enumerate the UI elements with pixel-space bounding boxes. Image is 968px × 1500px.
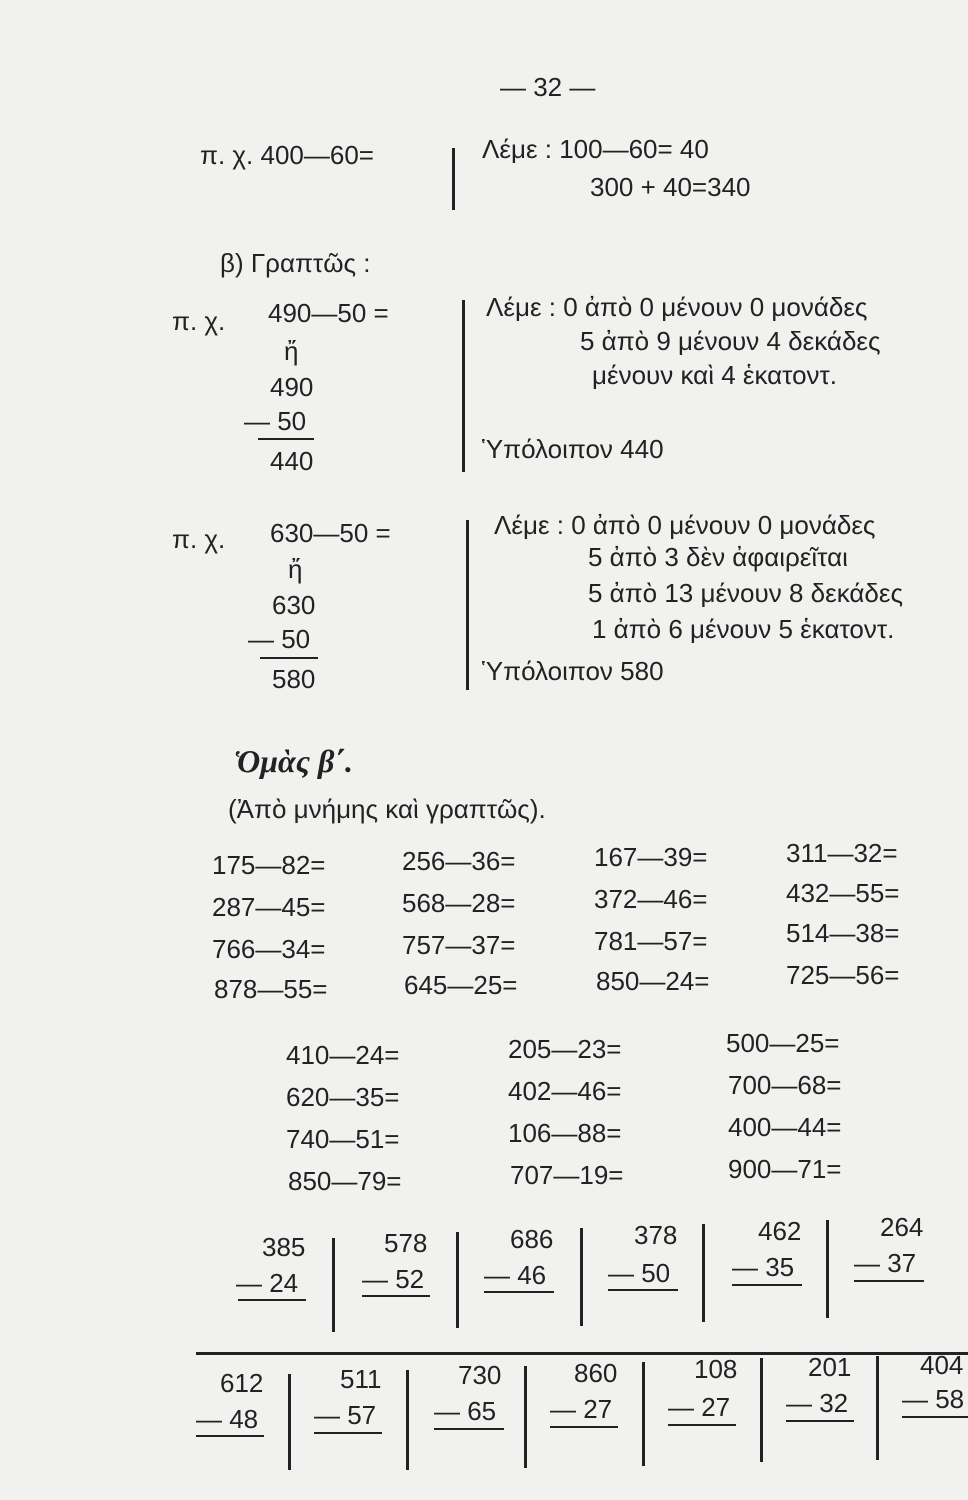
column-minuend: 686	[510, 1224, 554, 1254]
column-rule	[786, 1420, 854, 1422]
column-rule	[484, 1291, 554, 1293]
example1-line2: 300 + 40=340	[590, 172, 751, 202]
column-minuend: 462	[758, 1216, 802, 1246]
exercise: 410—24=	[286, 1040, 400, 1070]
column-divider	[456, 1232, 459, 1328]
column-subtrahend: — 48	[196, 1404, 259, 1434]
column-minuend: 264	[880, 1212, 924, 1242]
exercise: 878—55=	[214, 974, 328, 1004]
example1-divider	[452, 148, 455, 210]
column-subtrahend: — 58	[902, 1384, 965, 1414]
example2-or: ἤ	[284, 336, 299, 366]
exercise: 432—55=	[786, 878, 900, 908]
exercise: 256—36=	[402, 846, 516, 876]
example3-subtrahend: — 50	[248, 624, 311, 654]
exercise: 400—44=	[728, 1112, 842, 1142]
example2-prefix: π. χ.	[172, 306, 226, 336]
column-subtrahend: — 46	[484, 1260, 547, 1290]
exercise: 372—46=	[594, 884, 708, 914]
example2-line3: μένουν καὶ 4 ἑκατοντ.	[592, 360, 838, 390]
example3-divider	[466, 520, 469, 690]
separator-rule	[196, 1352, 968, 1355]
column-subtrahend: — 32	[786, 1388, 849, 1418]
exercise: 900—71=	[728, 1154, 842, 1184]
column-divider	[288, 1374, 291, 1470]
example2-subtrahend: — 50	[244, 406, 307, 436]
example2-line2: 5 ἀπὸ 9 μένουν 4 δεκάδες	[580, 326, 881, 356]
exercise: 620—35=	[286, 1082, 400, 1112]
column-minuend: 108	[694, 1354, 738, 1384]
exercise: 402—46=	[508, 1076, 622, 1106]
column-minuend: 511	[340, 1364, 382, 1394]
column-minuend: 860	[574, 1358, 618, 1388]
column-subtrahend: — 57	[314, 1400, 377, 1430]
column-rule	[550, 1426, 618, 1428]
column-divider	[580, 1228, 583, 1326]
column-rule	[434, 1428, 504, 1430]
column-rule	[902, 1416, 968, 1418]
column-subtrahend: — 27	[668, 1392, 731, 1422]
column-minuend: 730	[458, 1360, 502, 1390]
example2-result: 440	[270, 446, 314, 476]
column-subtrahend: — 52	[362, 1264, 425, 1294]
column-divider	[642, 1362, 645, 1466]
exercise: 500—25=	[726, 1028, 840, 1058]
exercise: 167—39=	[594, 842, 708, 872]
exercise: 287—45=	[212, 892, 326, 922]
column-rule	[238, 1299, 306, 1301]
exercise: 645—25=	[404, 970, 518, 1000]
exercise: 106—88=	[508, 1118, 622, 1148]
example3-or: ἤ	[288, 554, 303, 584]
column-minuend: 578	[384, 1228, 428, 1258]
example3-line3: 5 ἀπὸ 13 μένουν 8 δεκάδες	[588, 578, 904, 608]
group-subtitle: (Ἀπὸ μνήμης καὶ γραπτῶς).	[228, 794, 546, 824]
exercise: 311—32=	[786, 838, 898, 868]
example3-line4: 1 ἀπὸ 6 μένουν 5 ἑκατοντ.	[592, 614, 895, 644]
exercise: 766—34=	[212, 934, 326, 964]
example2-problem: 490—50 =	[268, 298, 389, 328]
exercise: 175—82=	[212, 850, 326, 880]
column-subtrahend: — 50	[608, 1258, 671, 1288]
example3-result: 580	[272, 664, 316, 694]
example3-minuend: 630	[272, 590, 316, 620]
column-minuend: 201	[808, 1352, 852, 1382]
column-divider	[406, 1370, 409, 1470]
column-rule	[608, 1289, 678, 1291]
exercise: 757—37=	[402, 930, 516, 960]
column-minuend: 404	[920, 1350, 964, 1380]
example2-remainder: Ὑπόλοιπον 440	[482, 434, 664, 464]
example3-prefix: π. χ.	[172, 524, 226, 554]
exercise: 850—24=	[596, 966, 710, 996]
example1-line1: Λέμε : 100—60= 40	[482, 134, 709, 164]
exercise: 700—68=	[728, 1070, 842, 1100]
column-divider	[702, 1224, 705, 1322]
column-subtrahend: — 35	[732, 1252, 795, 1282]
column-subtrahend: — 27	[550, 1394, 613, 1424]
column-subtrahend: — 37	[854, 1248, 917, 1278]
group-title: Ὁμὰς β΄.	[234, 743, 354, 779]
example2-minuend: 490	[270, 372, 314, 402]
exercise: 850—79=	[288, 1166, 402, 1196]
column-divider	[826, 1220, 829, 1318]
column-subtrahend: — 24	[236, 1268, 299, 1298]
column-minuend: 385	[262, 1232, 306, 1262]
column-rule	[362, 1295, 430, 1297]
column-rule	[732, 1284, 802, 1286]
exercise: 514—38=	[786, 918, 900, 948]
exercise: 725—56=	[786, 960, 900, 990]
column-rule	[668, 1424, 736, 1426]
example3-line2: 5 ἀπὸ 3 δὲν ἀφαιρεῖται	[588, 542, 848, 572]
column-divider	[876, 1356, 879, 1460]
column-divider	[760, 1358, 763, 1462]
column-minuend: 378	[634, 1220, 678, 1250]
column-divider	[524, 1366, 527, 1468]
exercise: 707—19=	[510, 1160, 624, 1190]
page-number: — 32 —	[500, 72, 596, 102]
exercise: 568—28=	[402, 888, 516, 918]
example3-line1: Λέμε : 0 ἀπὸ 0 μένουν 0 μονάδες	[494, 510, 876, 540]
column-rule	[196, 1435, 264, 1437]
exercise: 205—23=	[508, 1034, 622, 1064]
exercise: 781—57=	[594, 926, 708, 956]
example2-line1: Λέμε : 0 ἀπὸ 0 μένουν 0 μονάδες	[486, 292, 868, 322]
column-subtrahend: — 65	[434, 1396, 497, 1426]
example1-problem: π. χ. 400—60=	[200, 140, 374, 170]
column-minuend: 612	[220, 1368, 264, 1398]
example3-problem: 630—50 =	[270, 518, 391, 548]
example2-rule	[258, 438, 314, 440]
exercise: 740—51=	[286, 1124, 400, 1154]
example2-divider	[462, 300, 465, 472]
example3-remainder: Ὑπόλοιπον 580	[482, 656, 664, 686]
written-heading: β) Γραπτῶς :	[220, 248, 371, 278]
example3-rule	[260, 657, 318, 659]
column-divider	[332, 1238, 335, 1332]
column-rule	[854, 1280, 924, 1282]
column-rule	[314, 1432, 382, 1434]
